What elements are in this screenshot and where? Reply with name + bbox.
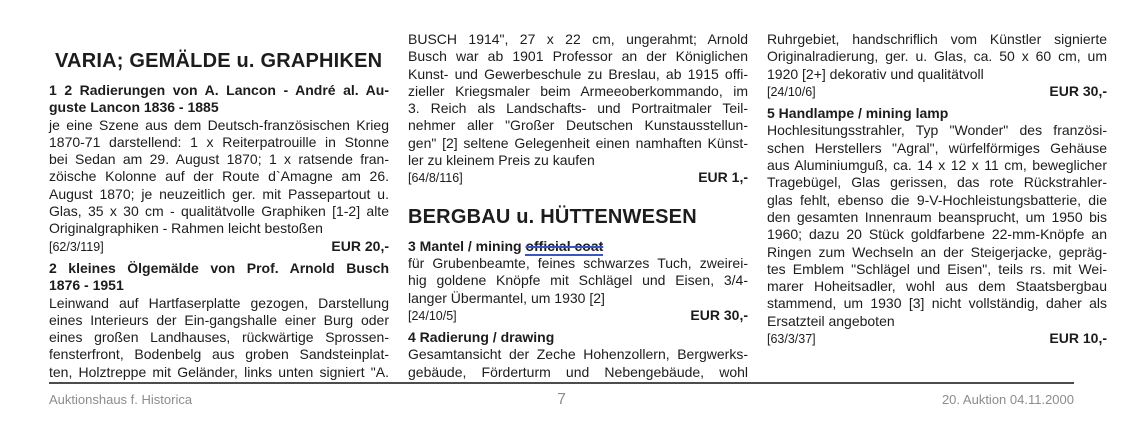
body-line: nehmer aller "Großer Deutschen Kunstausstellun-	[408, 117, 748, 134]
ref-price-line	[408, 307, 748, 325]
body-line: eines Interieurs der Ein-gangshalle einer Burg oder	[49, 311, 389, 328]
lot-entry	[408, 238, 748, 325]
body-line: ler zu kleinem Preis zu kaufen	[408, 152, 595, 169]
body-line: 1960; dazu 20 Stück goldfarbene 22-mm-Knöpfe an	[767, 226, 1107, 243]
column-3	[767, 31, 1107, 381]
ref-price-line	[767, 83, 1107, 101]
body-line: BUSCH 1914", 27 x 22 cm, ungerahmt; Arnold	[408, 31, 748, 47]
price-label: EUR 30,-	[690, 306, 748, 323]
body-line: stammend, um 1930 [3] nicht vollständig, daher als	[767, 295, 1107, 312]
body-line: Gesamtansicht der Zeche Hohenzollern, Bergwerks-	[408, 346, 748, 363]
lot-title-line: 1 2 Radierungen von A. Lancon - André al. Au-	[49, 82, 389, 98]
ref-price-line	[49, 238, 389, 256]
body-line: zöische Kolonne auf der Route d`Amagne am 26.	[49, 168, 389, 185]
body-line: ten, Holztreppe mit Geländer, links unten signiert "A.	[49, 363, 389, 380]
lot-continuation	[408, 31, 748, 188]
body-line: Originalradierung, ger. u. Glas, ca. 50 x 60 cm, um	[767, 48, 1107, 65]
body-line: glas fehlt, ebenso die 9-V-Hochleistungsbatterie, die	[767, 191, 1107, 208]
price-label: EUR 1,-	[698, 169, 748, 186]
catalog-ref: [62/3/119]	[49, 239, 104, 254]
body-line: Ringen zum Wechseln an der Steigerjacke, gepräg-	[767, 243, 1107, 260]
body-line: langer Übermantel, um 1930 [2]	[408, 289, 605, 306]
body-line: Kunst- und Gewerbeschule zu Breslau, ab 1915 offi-	[408, 65, 748, 82]
column-2	[408, 31, 748, 381]
lot-title-line: 1876 - 1951	[49, 277, 124, 294]
body-line: gen" [2] seltene Gelegenheit einen namhaften Künst-	[408, 134, 748, 151]
catalog-ref: [24/10/6]	[767, 84, 816, 99]
body-line: Ersatzteil angeboten	[767, 312, 895, 329]
body-line: den gesamten Innenraum beansprucht, um 1950 bis	[767, 208, 1107, 225]
body-line: bei Sedan am 29. August 1870; 1 x ratsende fran-	[49, 151, 389, 168]
lot-title-line: 5 Handlampe / mining lamp	[767, 105, 949, 122]
footer-auction-date: 20. Auktion 04.11.2000	[941, 392, 1074, 407]
body-line: Tragebügel, Glas gerissen, das rote Rückstrahler-	[767, 174, 1107, 191]
ref-price-line	[767, 330, 1107, 348]
title-text: 3 Mantel / mining	[408, 237, 526, 254]
lot-continuation	[767, 31, 1107, 101]
body-line: tes Emblem "Schlägel und Eisen", teils rs. mit Wei-	[767, 260, 1107, 277]
ref-price-line	[408, 169, 748, 187]
footer-publisher: Auktionshaus f. Historica	[49, 392, 193, 407]
body-line: 1870-71 darstellend: 1 x Reiterpatrouille in Stonne	[49, 133, 389, 150]
body-line: aus Aluminiumguß, ca. 14 x 12 x 11 cm, beweglicher	[767, 157, 1107, 174]
body-line: schen Herstellers "Agral", würfelförmiges Gehäuse	[767, 139, 1107, 156]
column-1	[49, 31, 389, 381]
section-heading: BERGBAU u. HÜTTENWESEN	[408, 205, 697, 228]
body-line: marer Hoheitsadler, wohl aus dem Staatsbergbau	[767, 278, 1107, 295]
page-footer	[49, 382, 1074, 409]
body-line: 3. Reich als Landschafts- und Portraitmaler Teil-	[408, 100, 748, 117]
lot-entry	[767, 105, 1107, 348]
body-line: Originalgraphiken - Rahmen leicht bestoßen	[49, 220, 323, 237]
body-line: Ruhrgebiet, handschriflich vom Künstler signierte	[767, 31, 1107, 47]
body-line: je eine Szene aus dem Deutsch-französischen Krieg	[49, 116, 389, 133]
lot-entry	[408, 329, 748, 381]
lot-entry	[49, 82, 389, 256]
lot-title-line: 4 Radierung / drawing	[408, 329, 555, 346]
body-line: hig goldene Knöpfe mit Schlägel und Eisen, 3/4-	[408, 272, 748, 289]
body-line: für Grubenbeamte, feines schwarzes Tuch, zweirei-	[408, 254, 748, 271]
body-line: Leinwand auf Hartfaserplatte gezogen, Darstellung	[49, 294, 389, 311]
body-line: 1920 [2+] dekorativ und qualitätvoll	[767, 65, 984, 82]
body-line: Glas, 35 x 30 cm - qualitätvolle Graphiken [1-2] alte	[49, 203, 389, 220]
body-line: Busch war ab 1901 Professor an der Königlichen	[408, 48, 748, 65]
lot-title-line: 2 kleines Ölgemälde von Prof. Arnold Busch	[49, 259, 389, 276]
body-line: gebäude, Förderturm und Nebengebäude, wohl	[408, 363, 748, 380]
body-line: August 1870; je neuzeitlich ger. mit Passepartout u.	[49, 185, 389, 202]
body-line: eines großen Landhauses, rückwärtige Sprossen-	[49, 329, 389, 346]
catalog-ref: [24/10/5]	[408, 308, 457, 323]
catalog-ref: [64/8/116]	[408, 171, 463, 186]
price-label: EUR 10,-	[1049, 330, 1107, 347]
body-line: fensterfront, Bodenbelg aus groben Sandsteinplat-	[49, 346, 389, 363]
lot-title-line: guste Lancon 1836 - 1885	[49, 99, 219, 116]
page-number: 7	[557, 391, 566, 408]
body-line: Hochlesitungsstrahler, Typ "Wonder" des französi-	[767, 122, 1107, 139]
section-heading: VARIA; GEMÄLDE u. GRAPHIKEN	[55, 50, 383, 72]
lot-entry	[49, 260, 389, 381]
price-label: EUR 30,-	[1049, 82, 1107, 99]
price-label: EUR 20,-	[331, 237, 389, 254]
catalog-ref: [63/3/37]	[767, 332, 816, 347]
body-line: zieller Kriegsmaler beim Armeeoberkommando, im	[408, 82, 748, 99]
deleted-text: official coat	[525, 237, 604, 254]
lot-title-line	[408, 238, 748, 255]
